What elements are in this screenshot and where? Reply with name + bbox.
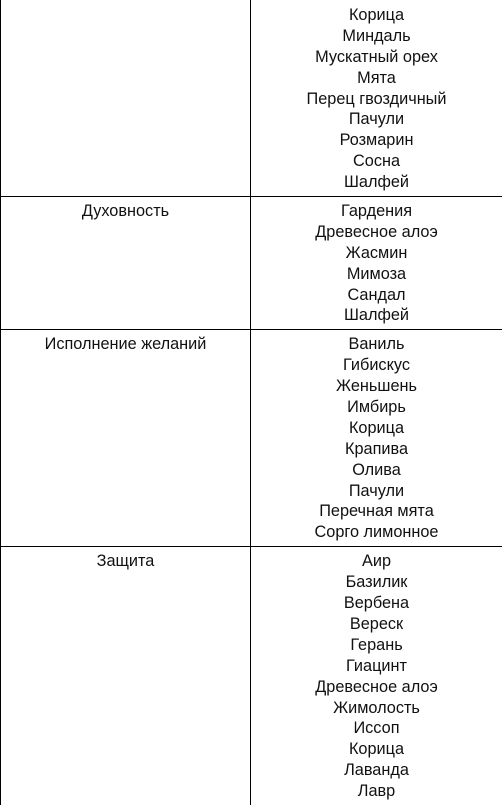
plant-name: Мята	[357, 68, 396, 87]
plant-name: Гардения	[340, 202, 413, 221]
plant-name: Сосна	[353, 152, 400, 171]
plant-name: Перечная мята	[319, 502, 434, 521]
plant-name: Лаванда	[344, 761, 409, 780]
plant-name: Крапива	[344, 439, 409, 458]
table-row	[1, 330, 502, 547]
plant-name: Древесное алоэ	[315, 677, 438, 696]
purpose-cell	[1, 330, 251, 547]
plant-name: Древесное алоэ	[315, 222, 438, 241]
plant-name: Шалфей	[343, 173, 410, 192]
plant-name: Жимолость	[333, 698, 420, 717]
table-body	[1, 0, 502, 805]
plant-name: Розмарин	[339, 131, 414, 150]
plant-name: Жасмин	[345, 243, 408, 262]
plant-name: Пачули	[348, 481, 405, 500]
plant-name: Гиацинт	[346, 656, 407, 675]
plant-name: Имбирь	[347, 398, 406, 417]
purpose-label: Защита	[96, 552, 155, 571]
purpose-label: Исполнение желаний	[44, 335, 207, 354]
table-row	[1, 0, 502, 197]
plant-name: Сорго лимонное	[314, 523, 439, 542]
plant-name: Лавр	[357, 782, 396, 801]
purpose-cell	[1, 197, 251, 330]
plant-name: Аир	[361, 552, 391, 571]
plants-cell	[251, 547, 502, 805]
plant-name: Иссоп	[353, 719, 400, 738]
purpose-cell	[1, 547, 251, 805]
plant-name: Корица	[348, 6, 405, 24]
purpose-label: Духовность	[81, 202, 170, 221]
purpose-cell	[1, 0, 251, 197]
plant-name: Вереск	[349, 614, 404, 633]
plant-name: Перец гвоздичный	[306, 89, 447, 108]
table-row	[1, 197, 502, 330]
plant-name: Ваниль	[348, 335, 405, 354]
plant-name: Базилик	[345, 573, 408, 592]
plant-name: Мимоза	[346, 264, 407, 283]
plant-name: Гибискус	[343, 356, 410, 375]
plant-name: Сандал	[347, 285, 406, 304]
plant-name: Мускатный орех	[315, 47, 438, 66]
plant-name: Вербена	[343, 594, 410, 613]
plants-cell	[251, 197, 502, 330]
plant-name: Шалфей	[343, 306, 410, 325]
plant-name: Олива	[352, 460, 401, 479]
plant-name: Женьшень	[336, 377, 417, 396]
plant-name: Герань	[350, 635, 403, 654]
plant-name: Корица	[348, 418, 405, 437]
purpose-label	[5, 5, 246, 26]
plant-name: Корица	[348, 740, 405, 759]
plants-cell	[251, 0, 502, 197]
plant-name: Пачули	[348, 110, 405, 129]
plants-cell	[251, 330, 502, 547]
plant-name: Миндаль	[342, 26, 411, 45]
table-row	[1, 547, 502, 805]
